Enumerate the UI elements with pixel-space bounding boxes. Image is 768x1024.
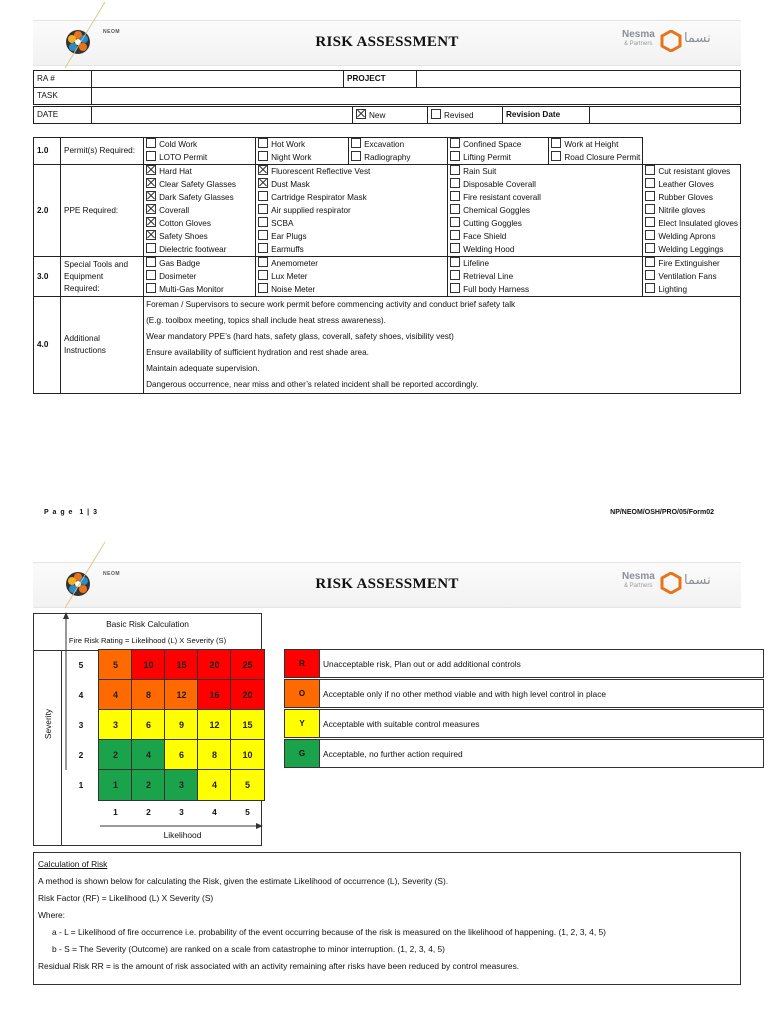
checkbox-checked-icon — [258, 165, 268, 175]
ppe-label-text: Elect Insulated gloves — [658, 219, 738, 228]
checkbox-icon — [551, 138, 561, 148]
revised-option[interactable] — [428, 107, 503, 124]
checkbox-icon — [645, 165, 655, 175]
checkbox-checked-icon — [146, 230, 156, 240]
tool-option[interactable] — [450, 257, 640, 270]
instruction-line: Ensure availability of sufficient hydration and rest shade area. — [146, 348, 369, 357]
ppe-option[interactable] — [258, 217, 445, 230]
page-title: RISK ASSESSMENT — [315, 576, 459, 592]
new-option[interactable] — [353, 107, 428, 124]
neom-label: NEOM — [103, 571, 120, 577]
tools-label-line: Required: — [64, 283, 100, 293]
tool-label: Full body Harness — [463, 285, 530, 294]
revision-date-field[interactable] — [590, 107, 741, 124]
checkbox-icon — [450, 243, 460, 253]
ppe-option[interactable] — [645, 178, 738, 191]
calculation-box — [33, 852, 741, 985]
likelihood-tick-label: 1 — [113, 807, 118, 817]
ra-field[interactable] — [92, 71, 344, 88]
checkbox-icon — [645, 283, 655, 293]
risk-cell: 6 — [132, 710, 165, 740]
legend-text: Acceptable only if no other method viable and with high level control in place — [323, 688, 607, 699]
legend-text: Acceptable with suitable control measures — [323, 718, 480, 729]
tool-option[interactable] — [258, 283, 445, 296]
ra-label: RA # — [34, 71, 92, 88]
tool-option[interactable] — [645, 257, 738, 270]
tool-label: Noise Meter — [271, 285, 316, 294]
arabic-label: نسما — [684, 31, 711, 46]
checkbox-icon — [645, 178, 655, 188]
matrix-title: Basic Risk Calculation — [106, 619, 189, 629]
ppe-label-text: Earmuffs — [271, 245, 304, 254]
instructions-label — [61, 297, 144, 394]
nesma-logo — [622, 571, 727, 599]
legend-text: Acceptable, no further action required — [323, 748, 463, 759]
checkbox-icon — [450, 191, 460, 201]
ppe-num: 2.0 — [34, 165, 61, 257]
tool-option[interactable] — [146, 257, 253, 270]
permits-num: 1.0 — [34, 138, 61, 165]
legend-row — [284, 679, 764, 708]
ppe-col-3 — [450, 165, 584, 256]
risk-cell: 10 — [132, 650, 165, 680]
ppe-label-text: Disposable Coverall — [463, 180, 536, 189]
checkbox-checked-icon — [258, 178, 268, 188]
ppe-option[interactable] — [450, 243, 584, 256]
risk-cell: 5 — [99, 650, 132, 680]
permit-col-4 — [448, 138, 549, 165]
permits-label: Permit(s) Required: — [61, 138, 144, 165]
permit-col-2 — [256, 138, 349, 165]
task-label: TASK — [34, 88, 92, 105]
ppe-label-text: Cartridge Respirator Mask — [271, 193, 367, 202]
checkbox-icon — [146, 243, 156, 253]
ppe-label-text: Fluorescent Reflective Vest — [271, 167, 371, 176]
tool-option[interactable] — [450, 283, 640, 296]
date-label: DATE — [34, 107, 92, 124]
date-table — [33, 106, 741, 124]
ppe-label-text: Face Shield — [463, 232, 507, 241]
ppe-col-1 — [144, 165, 256, 257]
instruction-line: Foreman / Supervisors to secure work permit before commencing activity and conduct brief safety talk — [146, 300, 516, 309]
risk-cell: 8 — [198, 740, 231, 770]
checkbox-icon — [146, 270, 156, 280]
ppe-option[interactable] — [146, 165, 253, 178]
legend-code: R — [285, 650, 320, 677]
ppe-label-text: Leather Gloves — [658, 180, 714, 189]
risk-cell: 16 — [198, 680, 231, 710]
permit-option[interactable] — [351, 151, 445, 164]
tools-label-line: Special Tools and — [64, 259, 129, 269]
checkbox-checked-icon — [146, 217, 156, 227]
new-label: New — [369, 110, 386, 120]
likelihood-tick-label: 2 — [146, 807, 151, 817]
ppe-label-text: SCBA — [271, 219, 294, 228]
checkbox-checked-icon — [146, 191, 156, 201]
permit-label: Confined Space — [463, 140, 522, 149]
ppe-label-text: Cut resistant gloves — [658, 167, 731, 176]
tool-option[interactable] — [258, 270, 445, 283]
ppe-label-text: Welding Aprons — [658, 232, 716, 241]
ppe-label-text: Nitrile gloves — [658, 206, 706, 215]
permit-label: Lifting Permit — [463, 153, 511, 162]
tool-label: Lighting — [658, 285, 688, 294]
permit-option[interactable] — [258, 151, 346, 164]
ppe-option[interactable] — [258, 165, 445, 178]
risk-cell: 12 — [198, 710, 231, 740]
risk-cell: 3 — [165, 770, 198, 800]
ppe-option[interactable] — [258, 204, 445, 217]
calc-formula: Risk Factor (RF) = Likelihood (L) X Severity (S) — [38, 893, 214, 903]
instructions-text — [144, 297, 741, 394]
ppe-label-text: Rain Suit — [463, 167, 497, 176]
severity-tick-label: 4 — [78, 690, 84, 700]
severity-arrow-icon — [60, 612, 72, 772]
legend-row — [284, 649, 764, 678]
permit-option[interactable] — [258, 138, 346, 151]
checkbox-icon — [351, 151, 361, 161]
calc-intro: A method is shown below for calculating the Risk, given the estimate Likelihood of occurrence (L), Severity (S). — [38, 876, 449, 886]
risk-cell: 2 — [132, 770, 165, 800]
ppe-label-text: Safety Shoes — [159, 232, 208, 241]
page-header-2 — [33, 562, 741, 608]
instruction-line: Maintain adequate supervision. — [146, 364, 260, 373]
ppe-label-text: Ear Plugs — [271, 232, 307, 241]
tool-option[interactable] — [450, 270, 640, 283]
ppe-label-text: Cutting Goggles — [463, 219, 522, 228]
tool-label: Gas Badge — [159, 259, 201, 268]
tool-option[interactable] — [645, 270, 738, 283]
nesma-label: Nesma — [622, 571, 655, 582]
risk-cell: 15 — [231, 710, 264, 740]
checkbox-icon — [258, 191, 268, 201]
checkbox-checked-icon — [146, 165, 156, 175]
risk-cell: 10 — [231, 740, 264, 770]
partners-label: & Partners — [624, 583, 653, 589]
tools-col-2 — [256, 257, 448, 297]
severity-tick-label: 1 — [78, 780, 84, 790]
checkbox-icon — [450, 204, 460, 214]
ppe-label-text: Dust Mask — [271, 180, 310, 189]
checkbox-icon — [258, 283, 268, 293]
risk-cell: 4 — [132, 740, 165, 770]
ppe-option[interactable] — [645, 217, 738, 230]
permit-option[interactable] — [450, 138, 546, 151]
ppe-label-text: Rubber Gloves — [658, 193, 713, 202]
tools-col-1 — [144, 257, 256, 297]
calc-where: Where: — [38, 910, 65, 920]
permit-option[interactable] — [450, 151, 546, 164]
calc-item-a: a - L = Likelihood of fire occurrence i.e. probability of the event occurring because of the risk is measured on the likelihood of happening. (1, 2, 3, 4, 5) — [52, 927, 606, 937]
checkbox-icon — [450, 230, 460, 240]
project-field[interactable] — [417, 71, 741, 88]
arabic-label: نسما — [684, 573, 711, 588]
ppe-option[interactable] — [645, 230, 738, 243]
legend-row — [284, 739, 764, 768]
permit-label: Road Closure Permit — [564, 153, 641, 162]
checkbox-icon — [146, 151, 156, 161]
ppe-option[interactable] — [450, 178, 584, 191]
calc-residual: Residual Risk RR = is the amount of risk associated with an activity remaining after risks have been reduced by control measures. — [38, 961, 520, 971]
tool-option[interactable] — [645, 283, 738, 296]
severity-tick-label: 3 — [78, 720, 84, 730]
permit-option[interactable] — [146, 151, 253, 164]
ppe-option[interactable] — [645, 165, 738, 178]
tool-label: Lifeline — [463, 259, 490, 268]
permit-label: LOTO Permit — [159, 153, 208, 162]
ppe-option[interactable] — [450, 204, 584, 217]
ppe-option[interactable] — [450, 165, 584, 178]
checkbox-checked-icon — [146, 204, 156, 214]
checkbox-icon — [258, 217, 268, 227]
severity-tick-label: 5 — [78, 660, 84, 670]
ppe-option[interactable] — [146, 191, 253, 204]
tool-label: Ventilation Fans — [658, 272, 717, 281]
risk-cell: 5 — [231, 770, 264, 800]
project-label: PROJECT — [344, 71, 417, 88]
ppe-option[interactable] — [645, 191, 738, 204]
permit-option[interactable] — [146, 138, 253, 151]
severity-tick-label: 2 — [78, 750, 84, 760]
checkbox-icon — [450, 138, 460, 148]
checkbox-icon — [645, 230, 655, 240]
checkbox-checked-icon — [146, 178, 156, 188]
checkbox-icon — [645, 191, 655, 201]
ppe-label-text: Air supplied respirator — [271, 206, 351, 215]
permit-col-1 — [144, 138, 256, 165]
tools-label-line: Equipment — [64, 271, 104, 281]
date-field[interactable] — [92, 107, 353, 124]
severity-axis-panel — [34, 650, 62, 845]
checkbox-icon — [258, 138, 268, 148]
ppe-option[interactable] — [146, 230, 253, 243]
requirements-table — [33, 137, 741, 394]
calc-item-b: b - S = The Severity (Outcome) are ranked on a scale from catastrophe to minor interruption. (1, 2, 3, 4, 5) — [52, 944, 445, 954]
permit-label: Night Work — [271, 153, 312, 162]
checkbox-icon — [450, 270, 460, 280]
permit-col-5 — [549, 138, 643, 165]
tools-col-4 — [643, 257, 741, 297]
legend-row — [284, 709, 764, 738]
ppe-option[interactable] — [645, 243, 738, 256]
risk-cell: 20 — [231, 680, 264, 710]
checkbox-icon — [645, 257, 655, 267]
severity-axis-label — [37, 704, 59, 744]
ppe-label-text: Clear Safety Glasses — [159, 180, 236, 189]
task-field[interactable] — [92, 88, 741, 105]
likelihood-axis-label: Likelihood — [163, 830, 202, 840]
risk-cell: 8 — [132, 680, 165, 710]
nesma-label: Nesma — [622, 29, 655, 40]
decorative-line — [60, 540, 120, 610]
form-top-table — [33, 70, 741, 105]
revised-label: Revised — [444, 110, 474, 120]
ppe-option[interactable] — [450, 230, 584, 243]
ppe-option[interactable] — [146, 178, 253, 191]
checkbox-icon — [351, 138, 361, 148]
checkbox-checked-icon — [356, 109, 366, 119]
tools-num: 3.0 — [34, 257, 61, 297]
permit-label: Excavation — [364, 140, 405, 149]
decorative-line — [60, 0, 120, 70]
tool-label: Lux Meter — [271, 272, 308, 281]
ppe-option[interactable] — [450, 217, 584, 230]
tool-label: Multi-Gas Monitor — [159, 285, 224, 294]
ppe-col-3-4 — [448, 165, 643, 257]
risk-cell: 1 — [99, 770, 132, 800]
nesma-logo — [622, 29, 727, 57]
ppe-option[interactable] — [258, 230, 445, 243]
checkbox-icon — [146, 257, 156, 267]
permit-option[interactable] — [351, 138, 445, 151]
page-number: P a g e 1 | 3 — [44, 509, 98, 516]
checkbox-icon — [450, 217, 460, 227]
tool-label: Dosimeter — [159, 272, 197, 281]
tool-label: Fire Extinguisher — [658, 259, 720, 268]
checkbox-icon — [645, 243, 655, 253]
checkbox-icon — [450, 283, 460, 293]
ppe-label-text: Dark Safety Glasses — [159, 193, 234, 202]
legend-code: O — [285, 680, 320, 707]
checkbox-icon — [258, 257, 268, 267]
ppe-label-text: Cotton Gloves — [159, 219, 211, 228]
doc-reference: NP/NEOM/OSH/PRO/05/Form02 — [610, 509, 714, 516]
risk-cell: 20 — [198, 650, 231, 680]
checkbox-icon — [258, 151, 268, 161]
likelihood-tick-label: 4 — [212, 807, 217, 817]
ppe-option[interactable] — [645, 204, 738, 217]
instruction-line: Dangerous occurrence, near miss and other’s related incident shall be reported accordingly. — [146, 380, 479, 389]
ppe-label-text: Chemical Goggles — [463, 206, 530, 215]
tools-label — [61, 257, 144, 297]
ppe-option[interactable] — [258, 243, 445, 256]
tools-col-3 — [448, 257, 643, 297]
likelihood-tick-label: 5 — [245, 807, 250, 817]
tool-label: Anemometer — [271, 259, 318, 268]
risk-cell: 4 — [99, 680, 132, 710]
checkbox-icon — [645, 217, 655, 227]
checkbox-icon — [258, 230, 268, 240]
checkbox-icon — [146, 138, 156, 148]
risk-cell: 25 — [231, 650, 264, 680]
ppe-option[interactable] — [258, 178, 445, 191]
ppe-label-text: Dielectric footwear — [159, 245, 227, 254]
permit-col-3 — [349, 138, 448, 165]
legend-code: Y — [285, 710, 320, 737]
permit-label: Hot Work — [271, 140, 306, 149]
likelihood-tick-label: 3 — [179, 807, 184, 817]
risk-cell: 2 — [99, 740, 132, 770]
permit-option[interactable] — [551, 138, 640, 151]
partners-label: & Partners — [624, 41, 653, 47]
risk-matrix — [33, 613, 262, 846]
legend-code: G — [285, 740, 320, 767]
risk-cell: 6 — [165, 740, 198, 770]
tool-label: Retrieval Line — [463, 272, 514, 281]
permit-label: Cold Work — [159, 140, 198, 149]
tool-option[interactable] — [146, 283, 253, 296]
checkbox-icon — [450, 257, 460, 267]
ppe-col-4 — [643, 165, 741, 257]
tool-option[interactable] — [146, 270, 253, 283]
risk-cell: 3 — [99, 710, 132, 740]
tool-option[interactable] — [258, 257, 445, 270]
instruction-line: (E.g. toolbox meeting, topics shall include heat stress awareness). — [146, 316, 386, 325]
ppe-label-text: Coverall — [159, 206, 190, 215]
risk-cell: 12 — [165, 680, 198, 710]
ppe-label: PPE Required: — [61, 165, 144, 257]
ppe-col-2 — [256, 165, 448, 257]
calc-heading: Calculation of Risk — [38, 859, 108, 869]
checkbox-icon — [450, 165, 460, 175]
instructions-label-line: Instructions — [64, 346, 106, 355]
checkbox-icon — [258, 204, 268, 214]
ppe-label-text: Welding Leggings — [658, 245, 724, 254]
neom-label: NEOM — [103, 29, 120, 35]
checkbox-icon — [146, 283, 156, 293]
checkbox-icon — [258, 270, 268, 280]
page-title: RISK ASSESSMENT — [315, 34, 459, 50]
risk-cell: 9 — [165, 710, 198, 740]
checkbox-icon — [645, 270, 655, 280]
legend-text: Unacceptable risk, Plan out or add additional controls — [323, 658, 521, 669]
ppe-label-text: Welding Hood — [463, 245, 515, 254]
permit-label: Work at Height — [564, 140, 619, 149]
instructions-num: 4.0 — [34, 297, 61, 394]
permit-option[interactable] — [551, 151, 640, 164]
ppe-option[interactable] — [450, 191, 584, 204]
instructions-label-line: Additional — [64, 334, 100, 343]
ppe-option[interactable] — [146, 243, 253, 256]
checkbox-icon — [258, 243, 268, 253]
ppe-label-text: Fire resistant coverall — [463, 193, 541, 202]
page-header — [33, 20, 741, 66]
checkbox-icon — [450, 178, 460, 188]
checkbox-icon — [551, 151, 561, 161]
ppe-option[interactable] — [146, 217, 253, 230]
hexagon-logo-icon — [660, 572, 682, 594]
matrix-formula: Fire Risk Rating = Likelihood (L) X Severity (S) — [68, 636, 227, 645]
ppe-option[interactable] — [258, 191, 445, 204]
checkbox-icon — [645, 204, 655, 214]
severity-axis-text: Severity — [43, 708, 54, 740]
permit-label: Radiography — [364, 153, 411, 162]
risk-cell: 15 — [165, 650, 198, 680]
risk-cell: 4 — [198, 770, 231, 800]
revision-date-label: Revision Date — [503, 107, 590, 124]
ppe-label-text: Hard Hat — [159, 167, 192, 176]
instruction-line: Wear mandatory PPE’s (hard hats, safety glass, coverall, safety shoes, visibility vest) — [146, 332, 454, 341]
ppe-option[interactable] — [146, 204, 253, 217]
hexagon-logo-icon — [660, 30, 682, 52]
checkbox-icon — [431, 109, 441, 119]
checkbox-icon — [450, 151, 460, 161]
